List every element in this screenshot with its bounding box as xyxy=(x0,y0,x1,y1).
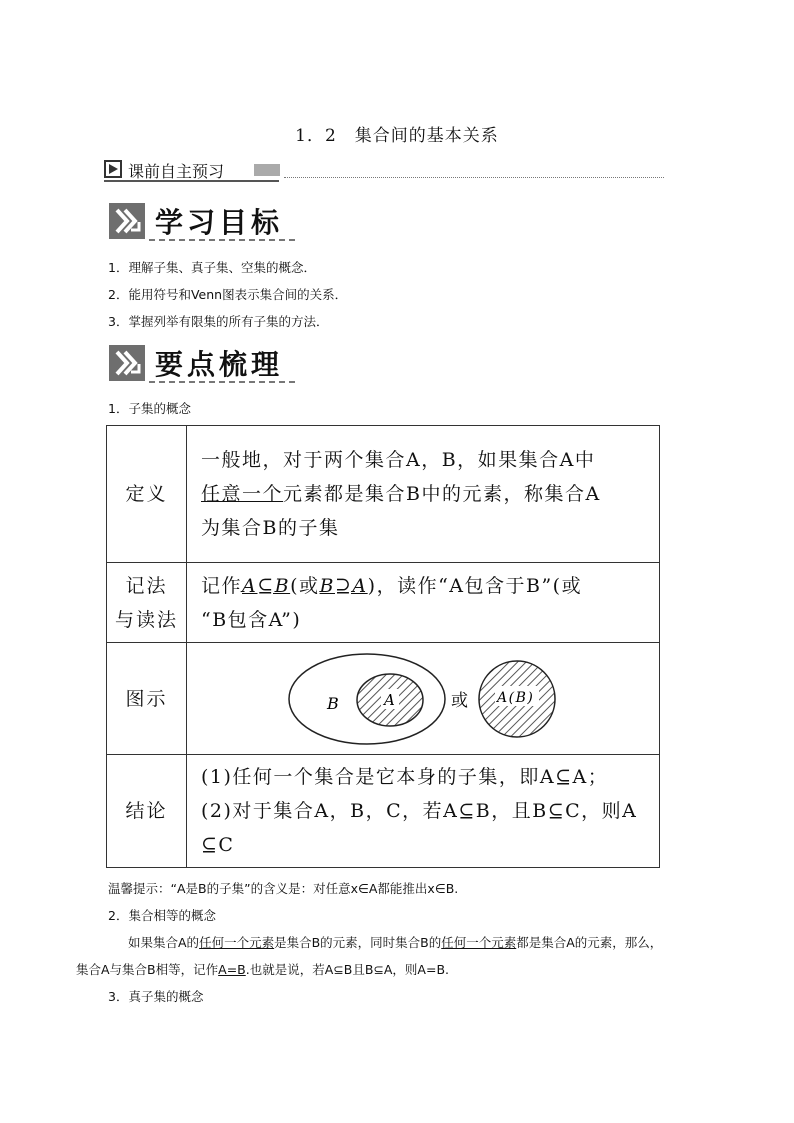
cell-text: 元素都是集合B中的元素，称集合A xyxy=(283,483,601,505)
section-dashed-rule xyxy=(149,239,295,241)
cell-line xyxy=(201,569,647,603)
subset-table xyxy=(106,425,660,868)
table-row xyxy=(107,643,660,755)
banner-block xyxy=(254,164,280,176)
cell-line: 为集合B的子集 xyxy=(201,517,340,539)
play-icon xyxy=(104,160,122,178)
banner-underline xyxy=(104,180,279,182)
underlined-term: 任意一个 xyxy=(201,483,284,505)
underlined-term: A=B xyxy=(218,962,246,977)
cell-text: 记作 xyxy=(201,574,243,597)
equal-paragraph-line xyxy=(76,960,449,978)
table-row xyxy=(107,563,660,643)
row-header: 图示 xyxy=(107,643,187,755)
outer-set-label: B xyxy=(327,693,341,713)
preview-banner xyxy=(104,158,664,182)
cell-line: “B包含A”) xyxy=(201,608,302,631)
cell-text: (或 xyxy=(290,574,320,597)
section-title: 学习目标 xyxy=(155,206,284,239)
definition-cell xyxy=(187,426,660,563)
cell-line: 一般地，对于两个集合A，B，如果集合A中 xyxy=(201,449,596,471)
cell-text: )，读作“A包含于B”(或 xyxy=(367,574,583,597)
proper-heading: 3．真子集的概念 xyxy=(108,989,204,1004)
banner-dotted-rule xyxy=(284,177,664,178)
arrow-icon xyxy=(109,203,145,239)
text: 都是集合A的元素，那么， xyxy=(516,935,663,950)
goal-item: 3．掌握列举有限集的所有子集的方法． xyxy=(108,314,329,329)
notation-cell xyxy=(187,563,660,643)
notation: A⊆B xyxy=(242,574,291,597)
section-title: 要点梳理 xyxy=(155,348,284,381)
text: 如果集合A的 xyxy=(128,935,200,950)
row-header-line: 记法 xyxy=(125,574,168,597)
text: 是集合B的元素，同时集合B的 xyxy=(274,935,442,950)
notation: B⊇A xyxy=(319,574,368,597)
subset-heading: 1．子集的概念 xyxy=(108,401,191,416)
arrow-icon xyxy=(109,345,145,381)
equal-set-label: A(B) xyxy=(497,689,535,706)
conclusion-cell xyxy=(187,755,660,868)
goal-item: 2．能用符号和Venn图表示集合间的关系． xyxy=(108,287,348,302)
preview-label: 课前自主预习 xyxy=(128,162,225,181)
text: .也就是说，若A⊆B且B⊆A，则A=B. xyxy=(245,962,449,977)
diagram-cell xyxy=(187,643,660,755)
row-header: 定义 xyxy=(107,426,187,563)
cell-line: (2)对于集合A，B，C，若A⊆B，且B⊆C，则A xyxy=(201,800,638,822)
text: 集合A与集合B相等，记作 xyxy=(76,962,219,977)
venn-diagram xyxy=(187,644,659,754)
goal-item: 1．理解子集、真子集、空集的概念． xyxy=(108,260,316,275)
underlined-term: 任何一个元素 xyxy=(441,935,517,950)
cell-line: (1)任何一个集合是它本身的子集，即A⊆A； xyxy=(201,766,609,788)
underlined-term: 任何一个元素 xyxy=(199,935,275,950)
tip-text: 温馨提示：“A是B的子集”的含义是：对任意x∈A都能推出x∈B. xyxy=(108,881,459,896)
row-header-line: 与读法 xyxy=(114,608,178,631)
inner-set-label: A xyxy=(384,690,397,709)
table-row xyxy=(107,426,660,563)
section-dashed-rule xyxy=(149,381,295,383)
row-header xyxy=(107,563,187,643)
cell-line xyxy=(201,477,647,511)
row-header: 结论 xyxy=(107,755,187,868)
table-row xyxy=(107,755,660,868)
page-title: 1．2 集合间的基本关系 xyxy=(295,126,499,146)
cell-line: ⊆C xyxy=(201,834,235,856)
equal-paragraph-line xyxy=(128,933,662,951)
or-label: 或 xyxy=(451,690,470,711)
equal-heading: 2．集合相等的概念 xyxy=(108,908,216,923)
